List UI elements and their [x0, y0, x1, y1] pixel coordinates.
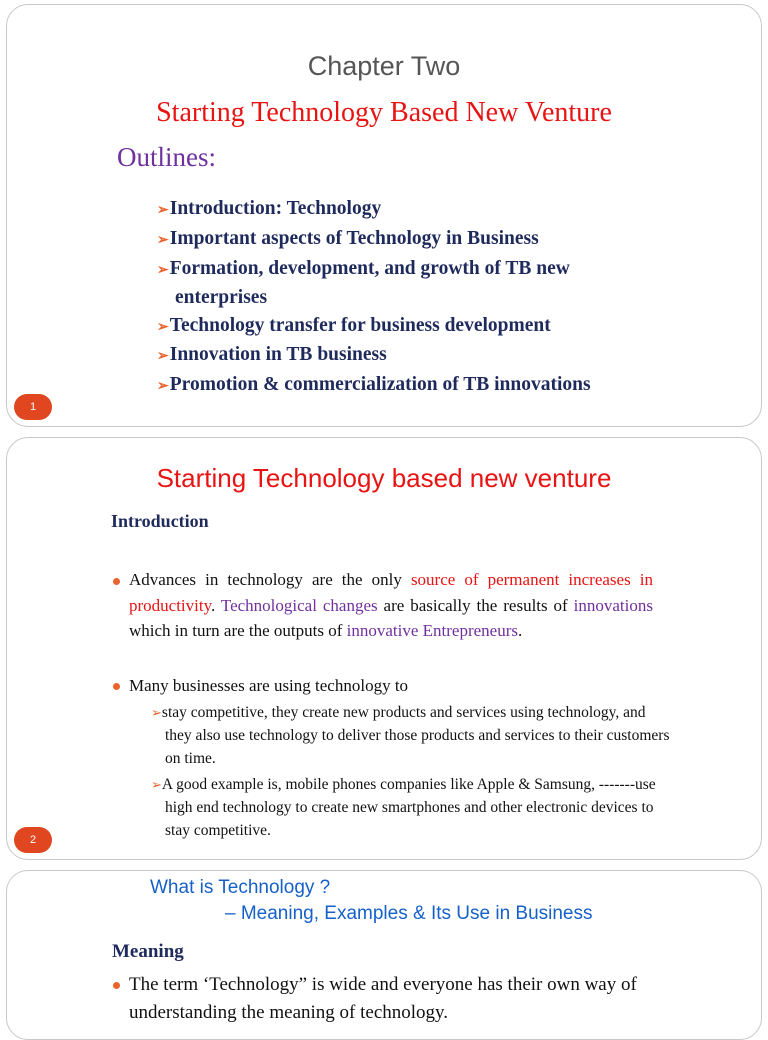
arrow-icon: ➢: [151, 777, 162, 792]
chapter-title: Chapter Two: [307, 51, 461, 81]
slide-title: Starting Technology based new venture: [156, 463, 612, 493]
bullet-dot-icon: [113, 982, 120, 989]
slide-1: [6, 4, 762, 427]
arrow-icon: ➢: [157, 379, 169, 394]
outline-item: ➢Formation, development, and growth of TB new enterprises: [157, 258, 570, 308]
sub-bullet: ➢stay competitive, they create new products and services using technology, and they also use technology to deliver those products and services to their customers on time.: [151, 704, 670, 767]
sub-bullet: ➢A good example is, mobile phones companies like Apple & Samsung, -------use high end technology to create new smartphones and other electronic devices to stay competitive.: [151, 776, 656, 839]
page-number-badge: 1: [14, 394, 52, 420]
bullet-dot-icon: [113, 683, 120, 690]
outline-item: ➢Technology transfer for business development: [157, 315, 551, 336]
bullet-text: Many businesses are using technology to: [129, 676, 409, 695]
arrow-icon: ➢: [151, 705, 162, 720]
arrow-icon: ➢: [157, 233, 169, 248]
slide-title-line2: – Meaning, Examples & Its Use in Business: [225, 903, 593, 924]
arrow-icon: ➢: [157, 203, 169, 218]
outline-item: ➢Important aspects of Technology in Business: [157, 228, 539, 249]
bullet-text: The term ‘Technology” is wide and everyone has their own way of understanding the meaning of technology.: [129, 974, 637, 1023]
slide-title-line1: What is Technology ?: [150, 877, 331, 898]
bullet-dot-icon: [113, 578, 120, 585]
outline-item: ➢Promotion & commercialization of TB innovations: [157, 374, 591, 395]
slide-3: [6, 870, 762, 1040]
outline-item: ➢Introduction: Technology: [157, 198, 382, 219]
page-number-badge: 2: [14, 827, 52, 853]
arrow-icon: ➢: [157, 263, 169, 278]
section-heading: Meaning: [112, 941, 184, 962]
outlines-label: Outlines:: [117, 142, 216, 172]
arrow-icon: ➢: [157, 349, 169, 364]
chapter-subtitle: Starting Technology Based New Venture: [156, 97, 612, 128]
bullet-text: Advances in technology are the only source of permanent increases in productivity. Technological changes are basically the results of innovations which in turn are the outputs of innovative Entrepreneurs.: [129, 570, 653, 640]
slide-2: [6, 437, 762, 860]
outline-item: ➢Innovation in TB business: [157, 344, 387, 365]
section-heading: Introduction: [111, 511, 209, 531]
arrow-icon: ➢: [157, 320, 169, 335]
